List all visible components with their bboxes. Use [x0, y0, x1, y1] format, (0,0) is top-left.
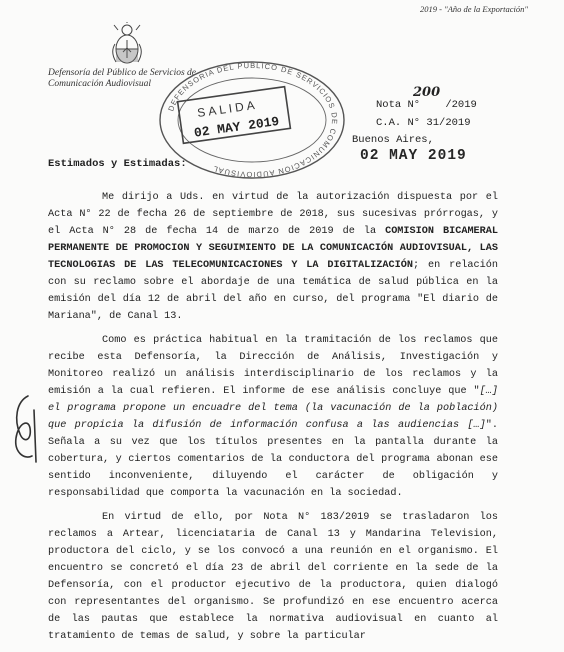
paragraph-1: [48, 189, 498, 325]
report-quote: […] el programa propone un encuadre del tema (la vacunación de la población) que propicia la difusión de información confusa a las audiencias […]: [48, 386, 498, 431]
paragraph-2-text: Como es práctica habitual en la tramitación de los reclamos que recibe esta Defensoría, la Dirección de Análisis, Investigación y Monitoreo realizó un análisis interdisciplinario de los reclamos y la emisión a la cual refieren. El informe de ese análisis concluye que ": [48, 335, 498, 397]
note-reference: [376, 85, 477, 132]
ca-value: 31/2019: [426, 117, 471, 129]
coat-of-arms-icon: [108, 22, 146, 68]
org-line-2: Comunicación Audiovisual: [48, 79, 151, 89]
paragraph-2-end: ". Señala a su vez que los títulos presentes en la pantalla durante la cobertura, y ciertos comentarios de la conductora del programa abonan ese sentido inconveniente, diluyendo el carácter de obligación y responsabilidad que comporta la vacunación en la sociedad.: [48, 420, 498, 499]
paragraph-2: [48, 332, 498, 502]
handwritten-signature: [6, 390, 46, 468]
stamp-ring-text: DEFENSORIA DEL PUBLICO DE SERVICIOS DE COMUNICACION AUDIOVISUAL: [166, 60, 340, 180]
letter-body: [48, 189, 498, 652]
stamp-date: 02 MAY 2019: [193, 113, 281, 141]
org-line-1: Defensoría del Público de Servicios de: [48, 68, 197, 78]
commission-name: COMISION BICAMERAL PERMANENTE DE PROMOCION Y SEGUIMIENTO DE LA COMUNICACIÓN AUDIOVISUAL, LAS TECNOLOGIAS DE LAS TELECOMUNICACIONES Y LA DIGITALIZACIÓN: [48, 226, 499, 271]
paragraph-3: En virtud de ello, por Nota N° 183/2019 se trasladaron los reclamos a Artear, licenciataria de Canal 13 y Mandarina Television, productora del ciclo, y se los convocó a una reunión en el organismo. El encuentro se concretó el día 23 de abril del corriente en la sede de la Defensoría, con el productor ejecutivo de la productora, quien dialogó con representantes del organismo. Se profundizó en ese encuentro acerca de las pautas que establece la normativa audiovisual en cuanto al tratamiento de temas de salud, y sobre la particular: [48, 512, 498, 642]
paragraph-1-text: Me dirijo a Uds. en virtud de la autorización dispuesta por el Acta N° 22 de fecha 26 de septiembre de 2018, sus sucesivas prórrogas, y el Acta N° 28 de fecha 14 de marzo de 2019 de la: [48, 192, 498, 237]
note-label: Nota N°: [376, 99, 421, 111]
year-motto: 2019 - "Año de la Exportación": [420, 4, 528, 14]
paragraph-1-end: ; en relación con su reclamo sobre el abordaje de una temática de salud pública en la emisión del día 12 de abril del año en curso, del programa "El diario de Mariana", de Canal 13.: [48, 260, 498, 322]
place: Buenos Aires,: [352, 134, 434, 146]
document-date: 02 MAY 2019: [360, 148, 467, 164]
note-year: /2019: [445, 99, 477, 111]
ca-label: C.A. N°: [376, 117, 421, 129]
note-number-handwritten: 200: [413, 85, 441, 100]
stamp-label: SALIDA: [196, 97, 259, 121]
greeting: Estimados y Estimadas:: [48, 158, 187, 170]
